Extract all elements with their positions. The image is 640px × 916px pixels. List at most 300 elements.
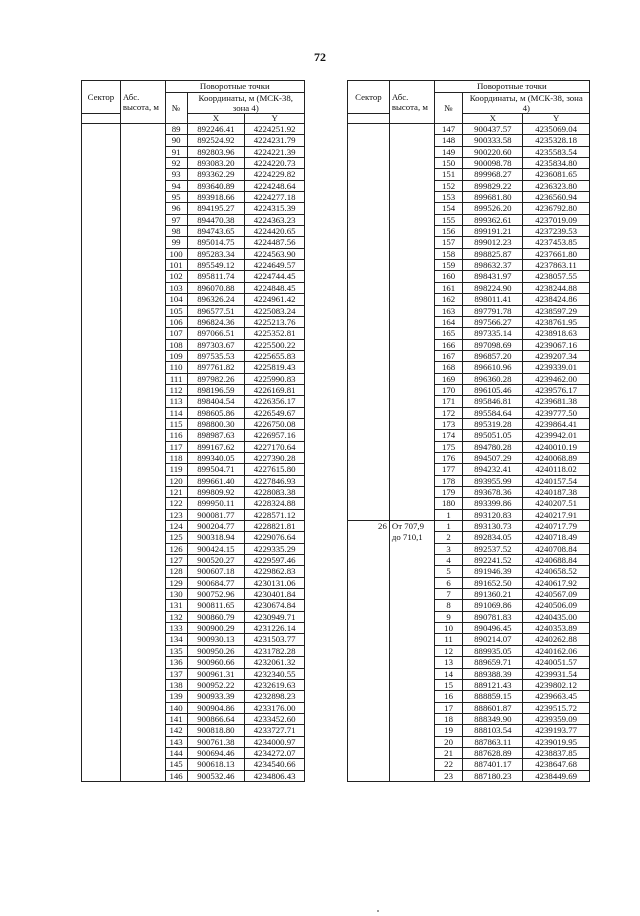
coord-y: 4240506.09 bbox=[523, 600, 590, 611]
coord-x: 896326.24 bbox=[187, 294, 245, 305]
point-number: 98 bbox=[165, 226, 187, 237]
table-row bbox=[82, 611, 305, 622]
coord-x: 900333.58 bbox=[463, 135, 523, 146]
header-turning-points: Поворотные точки bbox=[434, 81, 589, 93]
table-row bbox=[82, 124, 305, 135]
coord-y: 4240187.38 bbox=[523, 487, 590, 498]
coord-y: 4235069.04 bbox=[523, 124, 590, 135]
coord-y: 4229076.64 bbox=[245, 532, 305, 543]
point-number: 23 bbox=[434, 770, 463, 781]
point-number: 139 bbox=[165, 691, 187, 702]
coord-y: 4225990.83 bbox=[245, 373, 305, 384]
point-number: 140 bbox=[165, 702, 187, 713]
coord-x: 893678.36 bbox=[463, 487, 523, 498]
coord-y: 4234272.07 bbox=[245, 747, 305, 758]
coord-x: 900220.60 bbox=[463, 146, 523, 157]
altitude-cell bbox=[120, 577, 165, 588]
sector-cell bbox=[82, 396, 121, 407]
coord-y: 4226169.81 bbox=[245, 384, 305, 395]
sector-cell bbox=[82, 679, 121, 690]
point-number: 128 bbox=[165, 566, 187, 577]
table-row bbox=[82, 759, 305, 770]
point-number: 164 bbox=[434, 316, 463, 327]
coord-x: 898825.87 bbox=[463, 248, 523, 259]
coord-y: 4228571.12 bbox=[245, 509, 305, 520]
coord-x: 898632.37 bbox=[463, 260, 523, 271]
sector-cell bbox=[348, 384, 390, 395]
table-row bbox=[348, 430, 590, 441]
point-number: 171 bbox=[434, 396, 463, 407]
coord-y: 4240617.92 bbox=[523, 577, 590, 588]
table-row bbox=[82, 373, 305, 384]
coord-y: 4239193.77 bbox=[523, 725, 590, 736]
altitude-cell bbox=[389, 237, 434, 248]
coord-x: 890214.07 bbox=[463, 634, 523, 645]
altitude-cell bbox=[120, 600, 165, 611]
altitude-cell bbox=[120, 192, 165, 203]
point-number: 99 bbox=[165, 237, 187, 248]
altitude-cell bbox=[389, 418, 434, 429]
table-row bbox=[348, 384, 590, 395]
sector-cell bbox=[82, 180, 121, 191]
altitude-cell bbox=[389, 124, 434, 135]
coord-y: 4226957.16 bbox=[245, 430, 305, 441]
sector-cell bbox=[82, 373, 121, 384]
altitude-cell bbox=[120, 566, 165, 577]
table-row bbox=[348, 452, 590, 463]
point-number: 102 bbox=[165, 271, 187, 282]
table-row bbox=[82, 271, 305, 282]
point-number: 9 bbox=[434, 611, 463, 622]
coord-y: 4224563.90 bbox=[245, 248, 305, 259]
coord-y: 4238918.63 bbox=[523, 328, 590, 339]
sector-number: 26 bbox=[348, 521, 390, 782]
point-number: 161 bbox=[434, 282, 463, 293]
coord-x: 888349.90 bbox=[463, 713, 523, 724]
coord-x: 900811.65 bbox=[187, 600, 245, 611]
coord-x: 895584.64 bbox=[463, 407, 523, 418]
page-number: 72 bbox=[314, 50, 326, 64]
sector-cell bbox=[348, 237, 390, 248]
coord-y: 4238647.68 bbox=[523, 759, 590, 770]
point-number: 168 bbox=[434, 362, 463, 373]
sector-cell bbox=[82, 645, 121, 656]
point-number: 127 bbox=[165, 555, 187, 566]
point-number: 132 bbox=[165, 611, 187, 622]
coord-y: 4240435.00 bbox=[523, 611, 590, 622]
sector-cell bbox=[82, 328, 121, 339]
coord-y: 4239359.09 bbox=[523, 713, 590, 724]
coord-y: 4239942.01 bbox=[523, 430, 590, 441]
header-altitude: Абс. высота, м bbox=[389, 81, 434, 124]
altitude-cell bbox=[120, 396, 165, 407]
point-number: 107 bbox=[165, 328, 187, 339]
table-row bbox=[82, 509, 305, 520]
altitude-cell bbox=[120, 691, 165, 702]
table-row bbox=[348, 418, 590, 429]
table-row bbox=[82, 407, 305, 418]
sector-cell bbox=[82, 384, 121, 395]
coord-x: 896610.96 bbox=[463, 362, 523, 373]
header-x: X bbox=[463, 114, 523, 124]
coord-x: 893083.20 bbox=[187, 158, 245, 169]
table-row bbox=[82, 328, 305, 339]
sector-cell bbox=[82, 203, 121, 214]
coord-y: 4239207.34 bbox=[523, 350, 590, 361]
coord-y: 4235583.54 bbox=[523, 146, 590, 157]
sector-cell bbox=[82, 532, 121, 543]
table-row bbox=[82, 668, 305, 679]
point-number: 1 bbox=[434, 521, 463, 532]
table-row bbox=[348, 237, 590, 248]
altitude-cell bbox=[120, 169, 165, 180]
altitude-cell bbox=[389, 339, 434, 350]
altitude-cell bbox=[389, 350, 434, 361]
coord-y: 4239931.54 bbox=[523, 668, 590, 679]
table-row bbox=[82, 566, 305, 577]
coord-y: 4225819.43 bbox=[245, 362, 305, 373]
table-row bbox=[82, 747, 305, 758]
coord-x: 900081.77 bbox=[187, 509, 245, 520]
header-altitude: Абс. высота, м bbox=[120, 81, 165, 124]
coord-x: 891946.39 bbox=[463, 566, 523, 577]
coord-x: 900900.29 bbox=[187, 623, 245, 634]
sector-cell bbox=[82, 294, 121, 305]
table-row bbox=[348, 475, 590, 486]
sector-cell bbox=[348, 418, 390, 429]
coord-y: 4240567.09 bbox=[523, 589, 590, 600]
coord-x: 895549.12 bbox=[187, 260, 245, 271]
point-number: 157 bbox=[434, 237, 463, 248]
point-number: 100 bbox=[165, 248, 187, 259]
coord-x: 890496.45 bbox=[463, 623, 523, 634]
altitude-cell bbox=[120, 770, 165, 781]
altitude-cell bbox=[389, 192, 434, 203]
point-number: 126 bbox=[165, 543, 187, 554]
table-row bbox=[82, 418, 305, 429]
point-number: 123 bbox=[165, 509, 187, 520]
point-number: 130 bbox=[165, 589, 187, 600]
point-number: 19 bbox=[434, 725, 463, 736]
point-number: 151 bbox=[434, 169, 463, 180]
coord-x: 900318.94 bbox=[187, 532, 245, 543]
altitude-cell bbox=[389, 271, 434, 282]
sector-cell bbox=[82, 316, 121, 327]
coord-y: 4239515.72 bbox=[523, 702, 590, 713]
point-number: 6 bbox=[434, 577, 463, 588]
sector-cell bbox=[348, 407, 390, 418]
point-number: 10 bbox=[434, 623, 463, 634]
coord-y: 4238761.95 bbox=[523, 316, 590, 327]
coord-y: 4240708.84 bbox=[523, 543, 590, 554]
point-number: 129 bbox=[165, 577, 187, 588]
coord-x: 900761.38 bbox=[187, 736, 245, 747]
header-number: № bbox=[434, 93, 463, 124]
altitude-cell bbox=[120, 543, 165, 554]
coord-x: 900866.64 bbox=[187, 713, 245, 724]
coord-x: 887180.23 bbox=[463, 770, 523, 781]
coord-y: 4236560.94 bbox=[523, 192, 590, 203]
point-number: 109 bbox=[165, 350, 187, 361]
table-row bbox=[348, 328, 590, 339]
sector-cell bbox=[82, 248, 121, 259]
coord-x: 888859.15 bbox=[463, 691, 523, 702]
point-number: 15 bbox=[434, 679, 463, 690]
table-row bbox=[348, 260, 590, 271]
point-number: 2 bbox=[434, 532, 463, 543]
point-number: 160 bbox=[434, 271, 463, 282]
coord-x: 899809.92 bbox=[187, 487, 245, 498]
coord-y: 4234540.66 bbox=[245, 759, 305, 770]
point-number: 119 bbox=[165, 464, 187, 475]
altitude-cell bbox=[120, 679, 165, 690]
coord-x: 897761.82 bbox=[187, 362, 245, 373]
coord-x: 895319.28 bbox=[463, 418, 523, 429]
point-number: 166 bbox=[434, 339, 463, 350]
coord-x: 900818.80 bbox=[187, 725, 245, 736]
table-row bbox=[348, 248, 590, 259]
coord-y: 4239019.95 bbox=[523, 736, 590, 747]
point-number: 162 bbox=[434, 294, 463, 305]
coord-x: 900437.57 bbox=[463, 124, 523, 135]
table-row bbox=[82, 623, 305, 634]
point-number: 136 bbox=[165, 657, 187, 668]
coord-x: 893918.66 bbox=[187, 192, 245, 203]
point-number: 116 bbox=[165, 430, 187, 441]
sector-cell bbox=[82, 509, 121, 520]
table-row bbox=[348, 350, 590, 361]
coord-y: 4233176.00 bbox=[245, 702, 305, 713]
point-number: 14 bbox=[434, 668, 463, 679]
coord-x: 899829.22 bbox=[463, 180, 523, 191]
point-number: 106 bbox=[165, 316, 187, 327]
point-number: 175 bbox=[434, 441, 463, 452]
table-row bbox=[82, 589, 305, 600]
table-row bbox=[348, 396, 590, 407]
coord-y: 4226750.08 bbox=[245, 418, 305, 429]
sector-cell bbox=[82, 566, 121, 577]
altitude-cell bbox=[120, 521, 165, 532]
coord-x: 896070.88 bbox=[187, 282, 245, 293]
coord-y: 4232619.63 bbox=[245, 679, 305, 690]
coord-y: 4224251.92 bbox=[245, 124, 305, 135]
point-number: 4 bbox=[434, 555, 463, 566]
altitude-range: От 707,9 до 710,1 bbox=[389, 521, 434, 782]
table-row bbox=[82, 214, 305, 225]
table-row bbox=[82, 498, 305, 509]
altitude-cell bbox=[120, 237, 165, 248]
table-row bbox=[348, 464, 590, 475]
altitude-cell bbox=[389, 396, 434, 407]
altitude-cell bbox=[120, 180, 165, 191]
sector-cell bbox=[82, 759, 121, 770]
coord-x: 900930.13 bbox=[187, 634, 245, 645]
sector-cell bbox=[348, 226, 390, 237]
coord-x: 900204.77 bbox=[187, 521, 245, 532]
sector-cell bbox=[82, 350, 121, 361]
coord-x: 899950.11 bbox=[187, 498, 245, 509]
table-row bbox=[348, 271, 590, 282]
coord-x: 900684.77 bbox=[187, 577, 245, 588]
point-number: 135 bbox=[165, 645, 187, 656]
table-row bbox=[82, 192, 305, 203]
point-number: 18 bbox=[434, 713, 463, 724]
point-number: 13 bbox=[434, 657, 463, 668]
altitude-cell bbox=[120, 645, 165, 656]
coord-x: 887401.17 bbox=[463, 759, 523, 770]
sector-cell bbox=[82, 498, 121, 509]
coord-x: 895051.05 bbox=[463, 430, 523, 441]
table-row bbox=[82, 736, 305, 747]
header-turning-points: Поворотные точки bbox=[165, 81, 304, 93]
coord-y: 4232340.55 bbox=[245, 668, 305, 679]
sector-cell bbox=[82, 430, 121, 441]
coord-y: 4230674.84 bbox=[245, 600, 305, 611]
altitude-cell bbox=[120, 350, 165, 361]
table-row bbox=[82, 702, 305, 713]
coord-x: 900961.31 bbox=[187, 668, 245, 679]
coord-y: 4236081.65 bbox=[523, 169, 590, 180]
coord-y: 4237453.85 bbox=[523, 237, 590, 248]
coord-x: 899340.05 bbox=[187, 452, 245, 463]
coord-y: 4239576.17 bbox=[523, 384, 590, 395]
coord-x: 899968.27 bbox=[463, 169, 523, 180]
coord-y: 4240353.89 bbox=[523, 623, 590, 634]
point-number: 5 bbox=[434, 566, 463, 577]
coord-y: 4228821.81 bbox=[245, 521, 305, 532]
coord-x: 899661.40 bbox=[187, 475, 245, 486]
point-number: 147 bbox=[434, 124, 463, 135]
table-row bbox=[348, 339, 590, 350]
table-row bbox=[82, 713, 305, 724]
altitude-cell bbox=[389, 316, 434, 327]
table-row bbox=[348, 487, 590, 498]
coord-y: 4236323.80 bbox=[523, 180, 590, 191]
table-row bbox=[348, 521, 590, 532]
coord-y: 4239339.01 bbox=[523, 362, 590, 373]
table-row bbox=[82, 305, 305, 316]
coord-y: 4237239.53 bbox=[523, 226, 590, 237]
table-row bbox=[348, 373, 590, 384]
coord-x: 900960.66 bbox=[187, 657, 245, 668]
sector-cell bbox=[348, 430, 390, 441]
table-row bbox=[348, 180, 590, 191]
altitude-cell bbox=[120, 657, 165, 668]
point-number: 108 bbox=[165, 339, 187, 350]
altitude-cell bbox=[120, 226, 165, 237]
altitude-cell bbox=[389, 487, 434, 498]
sector-cell bbox=[348, 294, 390, 305]
point-number: 124 bbox=[165, 521, 187, 532]
coord-y: 4240688.84 bbox=[523, 555, 590, 566]
sector-cell bbox=[82, 464, 121, 475]
table-row bbox=[82, 135, 305, 146]
altitude-cell bbox=[389, 328, 434, 339]
coord-x: 893130.73 bbox=[463, 521, 523, 532]
coord-y: 4224315.39 bbox=[245, 203, 305, 214]
coord-x: 900933.39 bbox=[187, 691, 245, 702]
sector-cell bbox=[82, 407, 121, 418]
point-number: 173 bbox=[434, 418, 463, 429]
coord-y: 4226549.67 bbox=[245, 407, 305, 418]
sector-cell bbox=[348, 316, 390, 327]
table-row bbox=[82, 577, 305, 588]
coord-y: 4227390.28 bbox=[245, 452, 305, 463]
point-number: 110 bbox=[165, 362, 187, 373]
coord-x: 899504.71 bbox=[187, 464, 245, 475]
coord-y: 4238424.86 bbox=[523, 294, 590, 305]
sector-cell bbox=[82, 282, 121, 293]
sector-cell bbox=[82, 192, 121, 203]
coord-y: 4229597.46 bbox=[245, 555, 305, 566]
sector-cell bbox=[348, 396, 390, 407]
altitude-cell bbox=[120, 736, 165, 747]
header-x: X bbox=[187, 114, 245, 124]
header-y: Y bbox=[245, 114, 305, 124]
point-number: 1 bbox=[434, 509, 463, 520]
sector-cell bbox=[82, 736, 121, 747]
table-row bbox=[82, 634, 305, 645]
point-number: 8 bbox=[434, 600, 463, 611]
coord-x: 892803.96 bbox=[187, 146, 245, 157]
coord-y: 4231782.28 bbox=[245, 645, 305, 656]
table-row bbox=[82, 452, 305, 463]
altitude-cell bbox=[389, 452, 434, 463]
coord-x: 891652.50 bbox=[463, 577, 523, 588]
altitude-cell bbox=[120, 623, 165, 634]
coord-y: 4225083.24 bbox=[245, 305, 305, 316]
sector-cell bbox=[82, 577, 121, 588]
coord-x: 894743.65 bbox=[187, 226, 245, 237]
sector-cell bbox=[348, 192, 390, 203]
coord-x: 897566.27 bbox=[463, 316, 523, 327]
point-number: 159 bbox=[434, 260, 463, 271]
coord-x: 888103.54 bbox=[463, 725, 523, 736]
coord-x: 899167.62 bbox=[187, 441, 245, 452]
altitude-cell bbox=[389, 384, 434, 395]
table-row bbox=[82, 475, 305, 486]
coord-x: 898431.97 bbox=[463, 271, 523, 282]
point-number: 94 bbox=[165, 180, 187, 191]
coord-x: 894780.28 bbox=[463, 441, 523, 452]
sector-cell bbox=[82, 418, 121, 429]
coord-x: 900950.26 bbox=[187, 645, 245, 656]
point-number: 12 bbox=[434, 645, 463, 656]
coord-x: 900752.96 bbox=[187, 589, 245, 600]
altitude-cell bbox=[389, 509, 434, 520]
altitude-cell bbox=[120, 407, 165, 418]
sector-cell bbox=[348, 475, 390, 486]
point-number: 103 bbox=[165, 282, 187, 293]
altitude-cell bbox=[120, 260, 165, 271]
altitude-cell bbox=[120, 487, 165, 498]
sector-cell bbox=[348, 158, 390, 169]
coord-x: 895014.75 bbox=[187, 237, 245, 248]
coord-x: 893120.83 bbox=[463, 509, 523, 520]
point-number: 154 bbox=[434, 203, 463, 214]
sector-cell bbox=[82, 521, 121, 532]
coord-x: 898987.63 bbox=[187, 430, 245, 441]
point-number: 11 bbox=[434, 634, 463, 645]
sector-cell bbox=[82, 770, 121, 781]
coord-x: 900424.15 bbox=[187, 543, 245, 554]
sector-cell bbox=[348, 180, 390, 191]
table-row bbox=[82, 158, 305, 169]
altitude-cell bbox=[389, 146, 434, 157]
point-number: 137 bbox=[165, 668, 187, 679]
coord-x: 898224.90 bbox=[463, 282, 523, 293]
sector-cell bbox=[348, 214, 390, 225]
